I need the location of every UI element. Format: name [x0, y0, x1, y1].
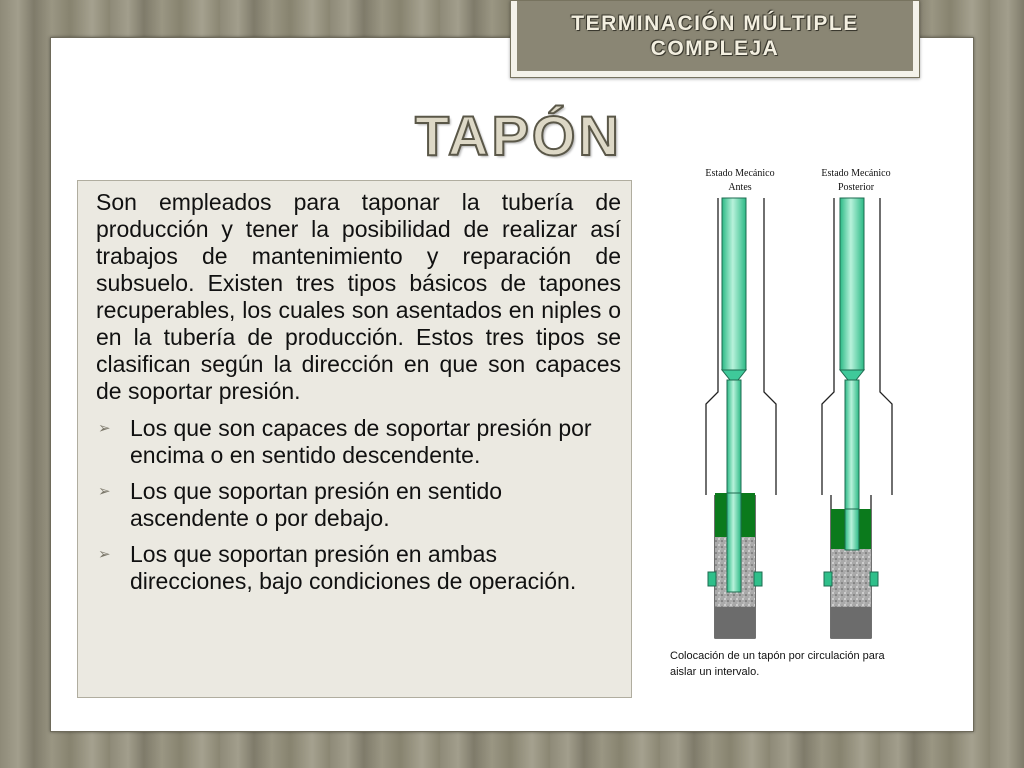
bullet-item: [96, 541, 621, 595]
bullet-list: [96, 415, 621, 595]
arrow-right-outline-icon: ➢: [98, 546, 111, 563]
right-diagram-label-line2: Posterior: [837, 182, 875, 193]
bullet-text: Los que soportan presión en ambas direcciones, bajo condiciones de operación.: [130, 541, 577, 594]
well-before: [706, 198, 776, 638]
banner-line-2: COMPLEJA: [650, 37, 780, 60]
slide-title: TAPÓN: [415, 104, 622, 167]
banner-line-1: TERMINACIÓN MÚLTIPLE: [571, 12, 859, 35]
intro-paragraph: Son empleados para taponar la tubería de producción y tener la posibilidad de realizar así trabajos de mantenimiento y reparación de subsuelo. Existen tres tipos básicos de tapones recuperables, los cuales son asentados en niples o en la tubería de producción. Estos tres tipos se clasifican según la dirección en que son capaces de soportar presión.: [96, 189, 621, 404]
well-after: [822, 198, 892, 638]
plug-placement-diagram: [670, 160, 970, 690]
section-banner: [510, 0, 920, 78]
bullet-item: [96, 478, 621, 532]
bullet-text: Los que son capaces de soportar presión por encima o en sentido descendente.: [130, 415, 592, 468]
left-diagram-label-line2: Antes: [728, 182, 752, 193]
arrow-right-outline-icon: ➢: [98, 483, 111, 500]
bullet-item: [96, 415, 621, 469]
content-textbox: [77, 180, 632, 698]
figure-caption-line1: Colocación de un tapón por circulación para: [670, 650, 885, 662]
section-banner-inner: [517, 1, 913, 71]
figure-caption-line2: aislar un intervalo.: [670, 666, 760, 678]
arrow-right-outline-icon: ➢: [98, 420, 111, 437]
right-diagram-label-line1: Estado Mecánico: [821, 168, 891, 179]
bullet-text: Los que soportan presión en sentido ascendente o por debajo.: [130, 478, 503, 531]
left-diagram-label-line1: Estado Mecánico: [705, 168, 775, 179]
